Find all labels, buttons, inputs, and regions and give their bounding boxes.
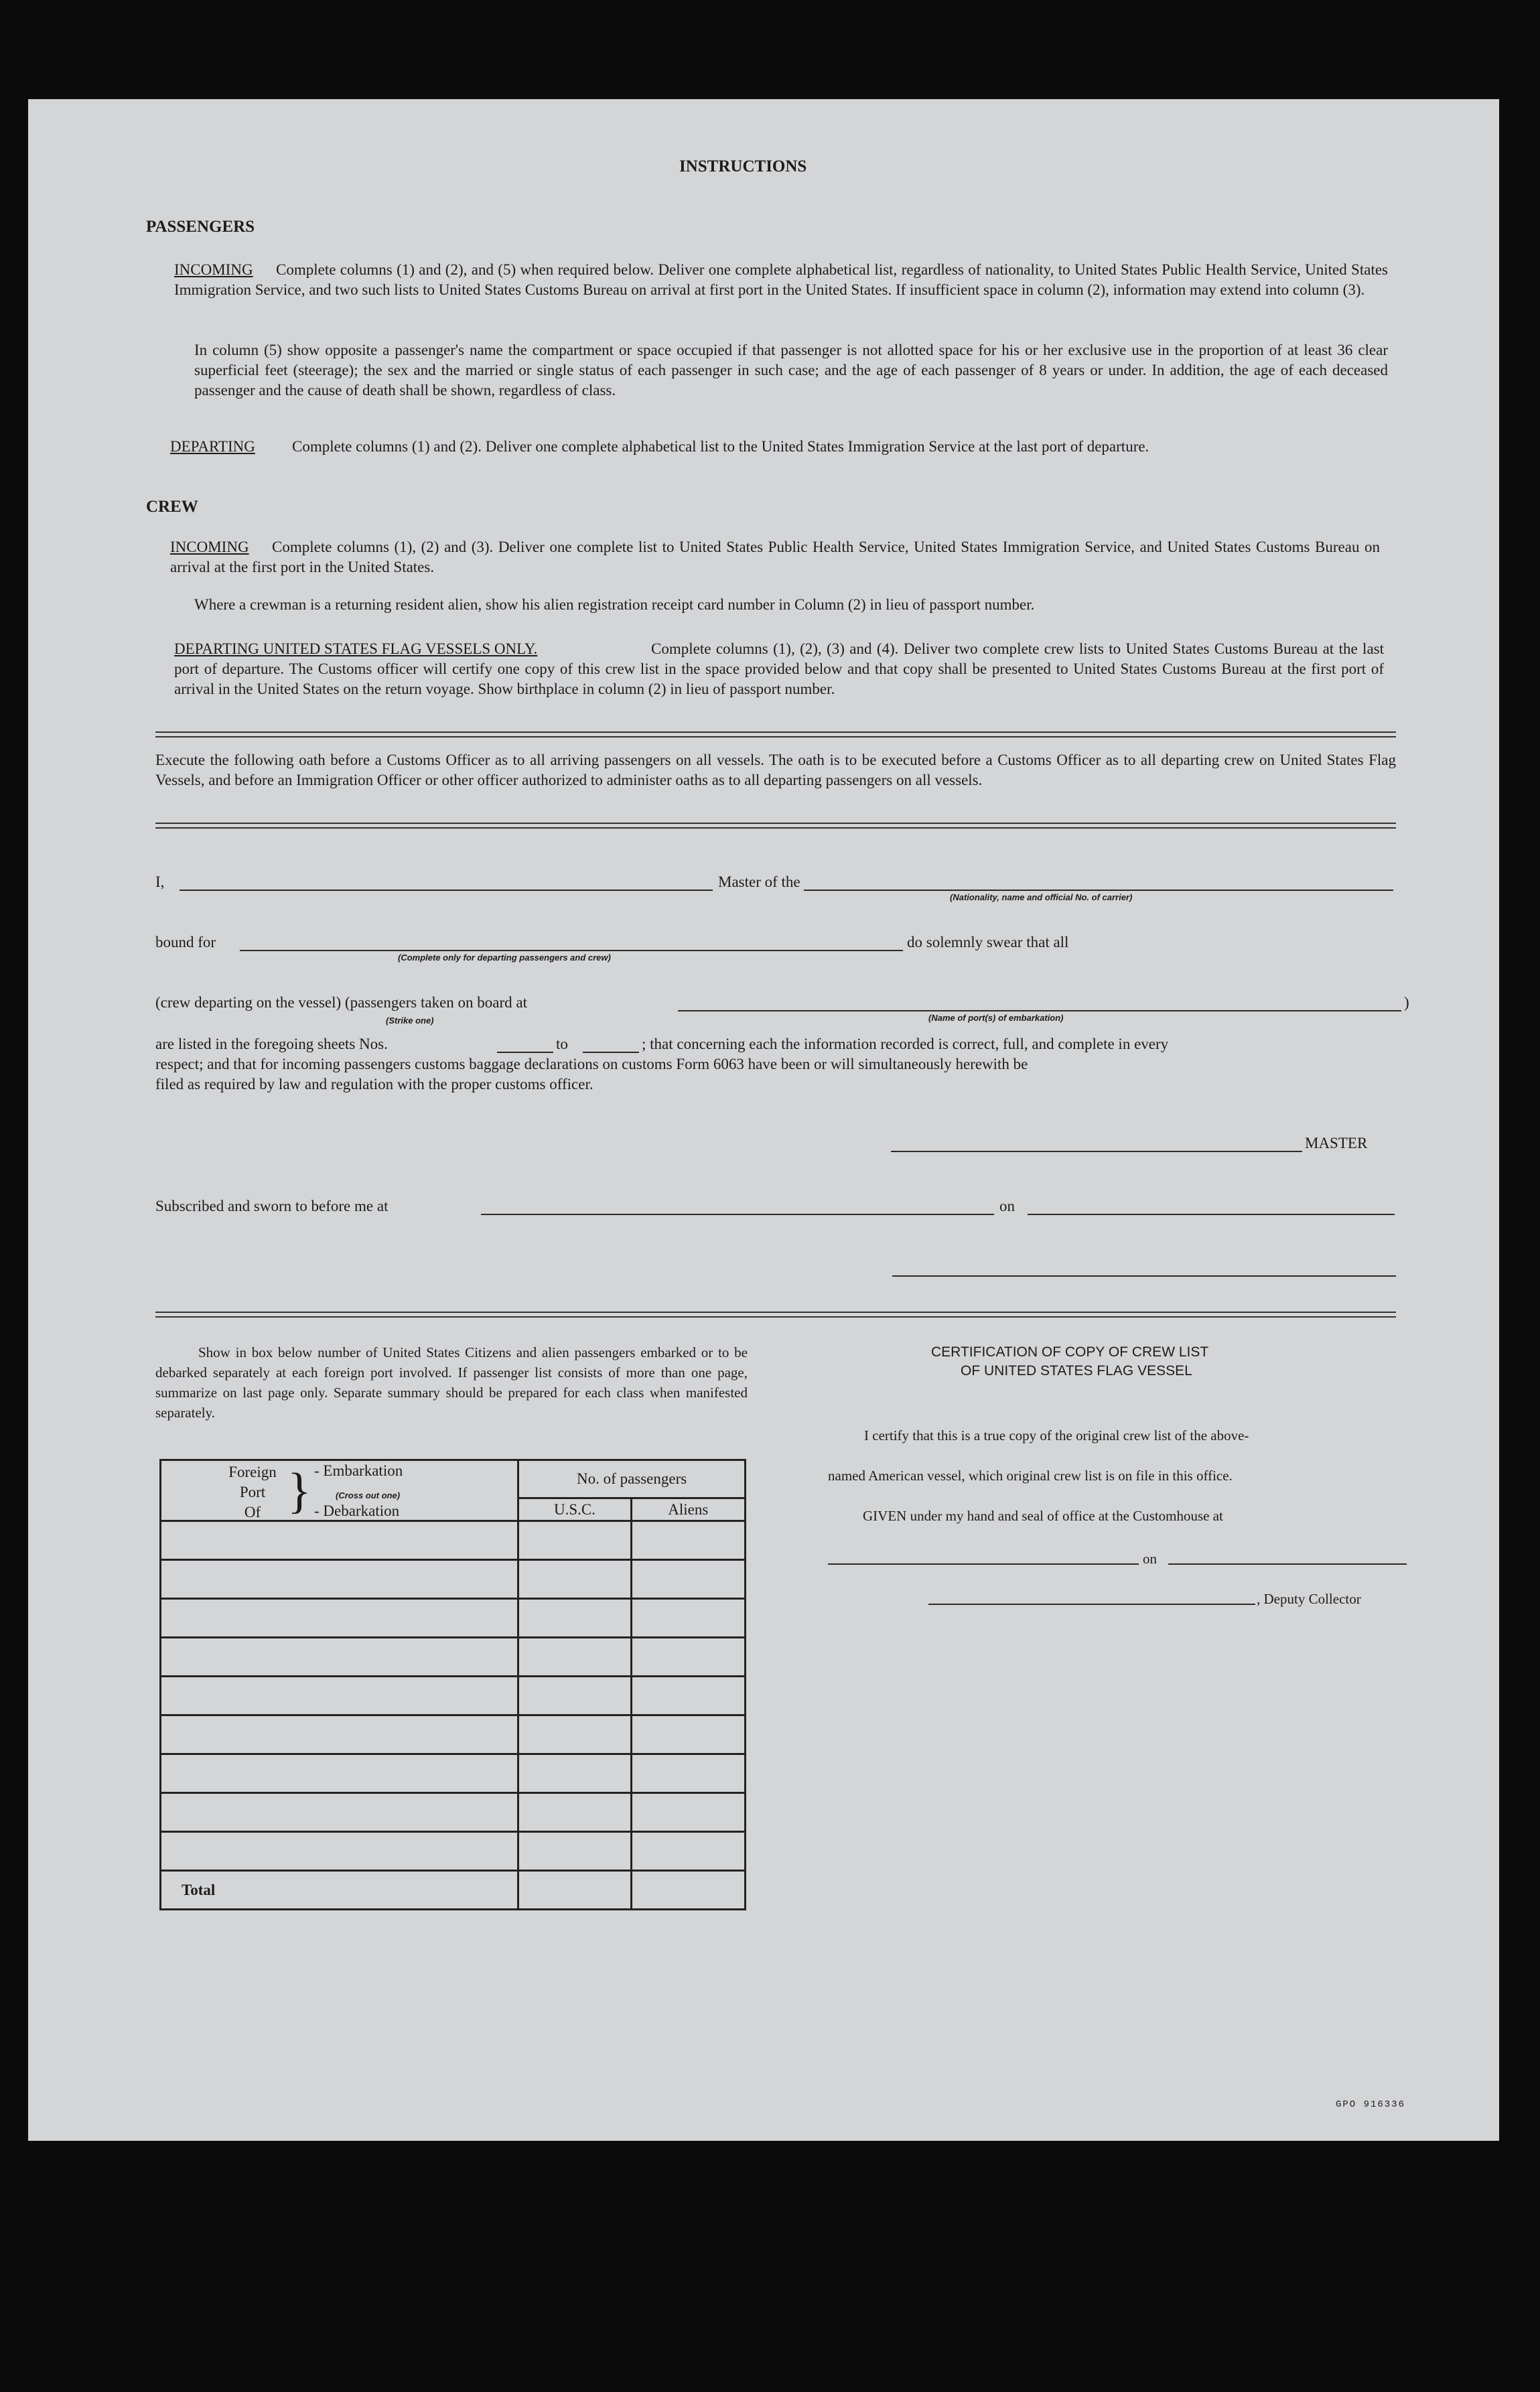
aliens-header: Aliens xyxy=(631,1498,745,1521)
usc-cell[interactable] xyxy=(518,1638,631,1677)
aliens-cell[interactable] xyxy=(631,1638,745,1677)
port-cell[interactable] xyxy=(161,1754,518,1793)
crew-passengers-label: (crew departing on the vessel) (passengers taken on board at xyxy=(155,994,527,1011)
usc-cell[interactable] xyxy=(518,1832,631,1871)
crew-heading: CREW xyxy=(146,498,198,516)
passenger-summary-table xyxy=(159,1459,746,1910)
sworn-date-field[interactable] xyxy=(1028,1214,1395,1215)
oath-i-label: I, xyxy=(155,873,165,890)
certification-line-1: I certify that this is a true copy of the original crew list of the above- xyxy=(864,1427,1249,1444)
usc-cell[interactable] xyxy=(518,1521,631,1560)
listed-line3: filed as required by law and regulation with the proper customs officer. xyxy=(155,1076,593,1093)
port-cell[interactable] xyxy=(161,1638,518,1677)
crew-incoming-label: INCOMING xyxy=(170,539,249,555)
port-label: Port xyxy=(239,1484,266,1500)
total-text: Total xyxy=(182,1881,216,1898)
crew-departing-label: DEPARTING UNITED STATES FLAG VESSELS ONLY. xyxy=(174,640,538,657)
form-sheet xyxy=(28,99,1499,2141)
divider xyxy=(155,1312,1396,1318)
sheet-to-field[interactable] xyxy=(583,1052,639,1053)
usc-cell[interactable] xyxy=(518,1754,631,1793)
port-cell[interactable] xyxy=(161,1832,518,1871)
certification-on-label: on xyxy=(1143,1551,1157,1567)
port-embarkation-field[interactable] xyxy=(678,1010,1401,1011)
cross-out-caption: (Cross out one) xyxy=(336,1490,401,1500)
certification-title-1: CERTIFICATION OF COPY OF CREW LIST xyxy=(931,1344,1209,1360)
certification-line-3: GIVEN under my hand and seal of office at the Customhouse at xyxy=(863,1508,1223,1524)
master-name-field[interactable] xyxy=(180,890,713,891)
strike-caption: (Strike one) xyxy=(386,1015,434,1026)
foreign-port-header xyxy=(161,1460,518,1521)
listed-suffix: ; that concerning each the information recorded is correct, full, and complete in every xyxy=(642,1036,1169,1052)
master-of-the-label: Master of the xyxy=(718,873,800,890)
right-brace-icon: } xyxy=(287,1464,311,1519)
passengers-incoming-text: Complete columns (1) and (2), and (5) when required below. Deliver one complete alphabetical list, regardless of nationality, to United States Public Health Service, United States Immigration Service, and two such lists to United States Customs Bureau on arrival at first port in the United States. If insufficient space in column (2), information may extend into column (3). xyxy=(174,261,1388,298)
aliens-cell[interactable] xyxy=(631,1754,745,1793)
port-cell[interactable] xyxy=(161,1793,518,1832)
usc-cell[interactable] xyxy=(518,1560,631,1599)
close-paren: ) xyxy=(1404,994,1409,1011)
divider xyxy=(155,823,1396,829)
customhouse-field[interactable] xyxy=(828,1563,1139,1565)
subscribed-label: Subscribed and sworn to before me at xyxy=(155,1198,389,1214)
usc-header: U.S.C. xyxy=(518,1498,631,1521)
sheet-from-field[interactable] xyxy=(497,1052,553,1053)
passengers-column5-text: In column (5) show opposite a passenger's name the compartment or space occupied if that passenger is not allotted space for his or her exclusive use in the proportion of at least 36 clear superficial feet (steerage); the sex and the married or single status of each passenger in such case; and the age of each passenger of 8 years or under. In addition, the age of each deceased passenger and the cause of death shall be shown, regardless of class. xyxy=(194,342,1388,399)
port-cell[interactable] xyxy=(161,1677,518,1715)
port-cell[interactable] xyxy=(161,1560,518,1599)
aliens-cell[interactable] xyxy=(631,1793,745,1832)
port-caption: (Name of port(s) of embarkation) xyxy=(928,1013,1064,1023)
certification-line-2: named American vessel, which original crew list is on file in this office. xyxy=(828,1468,1233,1484)
gpo-code: GPO 916336 xyxy=(1336,2099,1406,2110)
swear-text: do solemnly swear that all xyxy=(907,934,1069,951)
usc-cell[interactable] xyxy=(518,1677,631,1715)
port-cell[interactable] xyxy=(161,1599,518,1638)
page-title: INSTRUCTIONS xyxy=(679,157,807,175)
aliens-cell[interactable] xyxy=(631,1715,745,1754)
bound-for-caption: (Complete only for departing passengers and crew) xyxy=(398,953,611,963)
bound-for-label: bound for xyxy=(155,934,216,951)
aliens-cell[interactable] xyxy=(631,1599,745,1638)
bound-for-field[interactable] xyxy=(240,950,903,951)
divider xyxy=(155,731,1396,737)
port-cell[interactable] xyxy=(161,1715,518,1754)
of-label: Of xyxy=(244,1504,261,1521)
total-label xyxy=(161,1871,518,1910)
sworn-on-label: on xyxy=(999,1198,1015,1214)
crew-incoming-text: Complete columns (1), (2) and (3). Deliver one complete list to United States Public Health Service, United States Immigration Service, and United States Customs Bureau on arrival at the first port in the United States. xyxy=(170,539,1380,575)
aliens-cell[interactable] xyxy=(631,1677,745,1715)
listed-line2: respect; and that for incoming passengers customs baggage declarations on customs Form 6063 have been or will simultaneously herewith be xyxy=(155,1056,1028,1072)
summary-instructions: Show in box below number of United States Citizens and alien passengers embarked or to be debarked separately at each foreign port involved. If passenger list consists of more than one page, summarize on last page only. Separate summary should be prepared for each class when manifested separately. xyxy=(155,1344,748,1421)
carrier-field[interactable] xyxy=(804,890,1393,891)
passengers-heading: PASSENGERS xyxy=(146,218,255,236)
aliens-cell[interactable] xyxy=(631,1832,745,1871)
aliens-cell[interactable] xyxy=(631,1521,745,1560)
passengers-incoming-label: INCOMING xyxy=(174,261,253,278)
usc-cell[interactable] xyxy=(518,1715,631,1754)
sworn-place-field[interactable] xyxy=(481,1214,994,1215)
listed-prefix: are listed in the foregoing sheets Nos. xyxy=(155,1036,388,1052)
passengers-departing-text: Complete columns (1) and (2). Deliver one complete alphabetical list to the United States Immigration Service at the last port of departure. xyxy=(292,438,1149,455)
embarkation-label: - Embarkation xyxy=(314,1462,403,1479)
usc-total-cell[interactable] xyxy=(518,1871,631,1910)
to-label: to xyxy=(556,1036,568,1052)
debarkation-label: - Debarkation xyxy=(314,1502,400,1519)
aliens-total-cell[interactable] xyxy=(631,1871,745,1910)
oath-intro: Execute the following oath before a Customs Officer as to all arriving passengers on all vessels. The oath is to be executed before a Customs Officer as to all departing crew on United States Flag Vessels, and before an Immigration Officer or other officer authorized to administer oaths as to all departing passengers on all vessels. xyxy=(155,752,1396,788)
carrier-caption: (Nationality, name and official No. of carrier) xyxy=(950,892,1133,902)
deputy-collector-label: , Deputy Collector xyxy=(1257,1591,1361,1607)
passengers-departing-label: DEPARTING xyxy=(170,438,255,455)
usc-cell[interactable] xyxy=(518,1793,631,1832)
certification-title-2: OF UNITED STATES FLAG VESSEL xyxy=(961,1363,1192,1379)
certification-date-field[interactable] xyxy=(1168,1563,1407,1565)
crew-departing-text: Complete columns (1), (2), (3) and (4). Deliver two complete crew lists to United States Customs Bureau at the last port of departure. The Customs officer will certify one copy of this crew list in the space provided below and that copy shall be presented to United States Customs Bureau at the first port of arrival in the United States on the return voyage. Show birthplace in column (2) in lieu of passport number. xyxy=(174,640,1384,697)
port-cell[interactable] xyxy=(161,1521,518,1560)
crew-resident-text: Where a crewman is a returning resident alien, show his alien registration receipt card number in Column (2) in lieu of passport number. xyxy=(194,596,1035,613)
foreign-label: Foreign xyxy=(228,1464,277,1480)
usc-cell[interactable] xyxy=(518,1599,631,1638)
officer-signature-field[interactable] xyxy=(892,1275,1396,1277)
aliens-cell[interactable] xyxy=(631,1560,745,1599)
master-label: MASTER xyxy=(1305,1135,1368,1151)
no-of-passengers-header: No. of passengers xyxy=(518,1460,746,1498)
deputy-signature-field[interactable] xyxy=(928,1604,1255,1605)
master-signature-field[interactable] xyxy=(891,1151,1302,1152)
